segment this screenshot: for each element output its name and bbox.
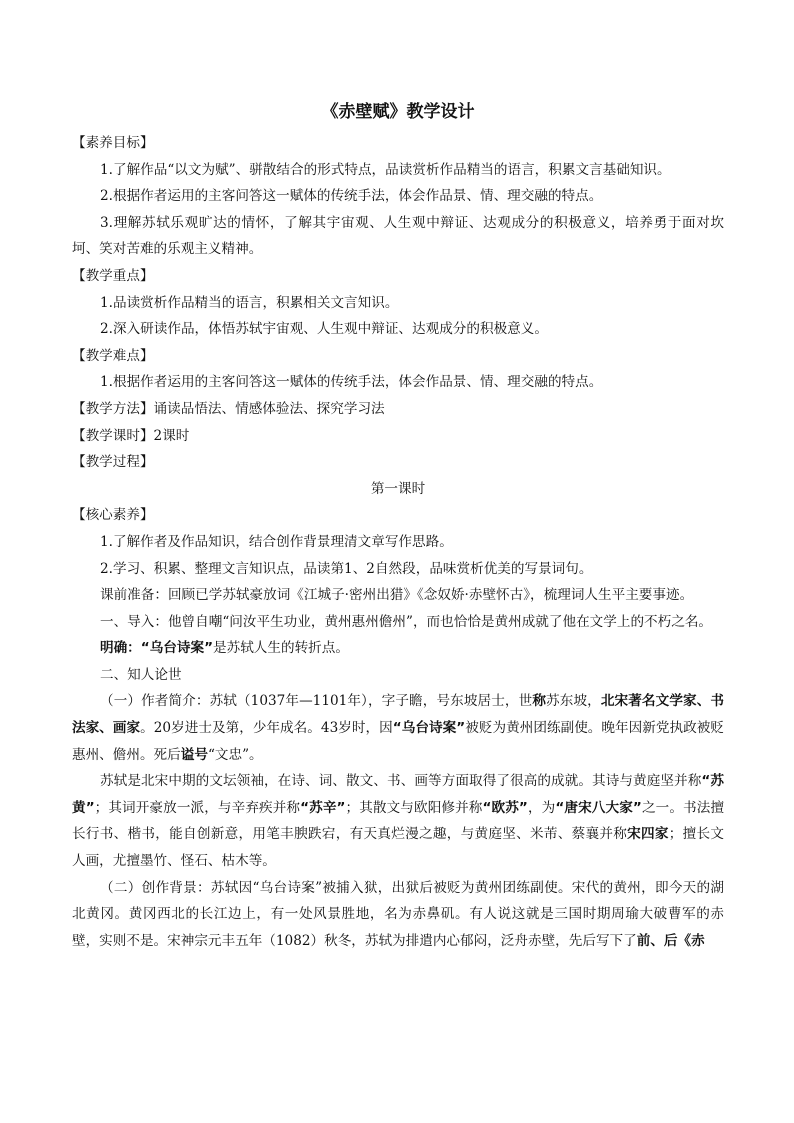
text-run: 之一。书法擅长行书、楷书，能自创新意，用笔丰腴跌宕，有天真烂漫之趣，与黄庭坚、米芾、蔡襄并称 bbox=[72, 799, 725, 843]
bold-text: “乌台诗案” bbox=[392, 720, 466, 737]
document-title: 《赤壁赋》教学设计 bbox=[321, 102, 475, 122]
section-fangfa: 【教学方法】诵读品悟法、情感体验法、探究学习法 bbox=[72, 400, 385, 417]
text-run: （二）创作背景：苏轼因“乌台诗案”被捕入狱，出狱后被贬为黄州团练副使。宋代的黄州，即今天的湖北黄冈。黄冈西北的长江边上，有一处风景胜地，名为赤鼻矶。有人说这就是三国时期周瑜大破曹军的赤壁，实则不是。宋神宗元丰五年（1082）秋冬，苏轼为排遣内心郁闷，泛舟赤壁，先后写下了 bbox=[72, 879, 724, 949]
paragraph: 2.学习、积累、整理文言知识点，品读第1、2自然段，品味赏析优美的写景词句。 bbox=[100, 560, 593, 577]
text-run: “文忠”。 bbox=[207, 746, 263, 763]
bold-text: “欧苏” bbox=[482, 799, 528, 816]
paragraph-beijing bbox=[72, 875, 724, 955]
text-run: ；擅长文人画，尤擅墨竹、怪石、枯木等。 bbox=[72, 826, 725, 870]
text-run: 苏东坡， bbox=[546, 693, 601, 710]
section-heading-hexin: 【核心素养】 bbox=[72, 507, 154, 524]
paragraph: 1.根据作者运用的主客问答这一赋体的传统手法，体会作品景、情、理交融的特点。 bbox=[100, 374, 603, 391]
bold-text: 明确： bbox=[100, 640, 141, 657]
bold-text: 宋四家 bbox=[627, 826, 669, 843]
text-run: ，为 bbox=[527, 799, 556, 816]
paragraph: 一、导入：他曾自嘲“问汝平生功业，黄州惠州儋州”，而也恰恰是黄州成就了他在文学上的不朽之名。 bbox=[100, 613, 713, 630]
section-keshi: 【教学课时】2课时 bbox=[72, 427, 190, 444]
document-page bbox=[72, 98, 724, 954]
text-run: ；其词开豪放一派，与辛弃疾并称 bbox=[94, 799, 301, 816]
bold-text: “乌台诗案” bbox=[140, 640, 214, 657]
bold-text: 称 bbox=[532, 693, 547, 710]
bold-text: 谥号 bbox=[180, 746, 208, 763]
paragraph: 1.品读赏析作品精当的语言，积累相关文言知识。 bbox=[100, 294, 399, 311]
text-run: 。20岁进士及第，少年成名。43岁时，因 bbox=[140, 720, 393, 737]
paragraph: 2.深入研读作品，体悟苏轼宇宙观、人生观中辩证、达观成分的积极意义。 bbox=[100, 321, 548, 338]
section-heading-zhongdian: 【教学重点】 bbox=[72, 267, 154, 284]
bold-text: 前、后《赤 bbox=[636, 932, 705, 949]
text-run: 是苏轼人生的转折点。 bbox=[213, 640, 349, 657]
bold-text: “苏黄” bbox=[72, 773, 724, 816]
paragraph-mingque bbox=[72, 635, 724, 662]
bold-text: “苏辛” bbox=[300, 799, 346, 816]
text-run: ；其散文与欧阳修并称 bbox=[345, 799, 483, 816]
paragraph: 3.理解苏轼乐观旷达的情怀，了解其宇宙观、人生观中辩证、达观成分的积极意义，培养勇于面对坎坷、笑对苦难的乐观主义精神。 bbox=[72, 214, 724, 258]
paragraph: 1.了解作品“以文为赋”、骈散结合的形式特点，品读赏析作品精当的语言，积累文言基础知识。 bbox=[100, 161, 671, 178]
bold-text: 北宋著名文学家、书法家、画家 bbox=[72, 693, 725, 737]
paragraph: 2.根据作者运用的主客问答这一赋体的传统手法，体会作品景、情、理交融的特点。 bbox=[100, 188, 603, 205]
paragraph: 1.了解作者及作品知识，结合创作背景理清文章写作思路。 bbox=[100, 533, 453, 550]
paragraph-wentan bbox=[72, 768, 724, 874]
section-heading-zhiren: 二、知人论世 bbox=[100, 666, 182, 683]
lesson-heading: 第一课时 bbox=[370, 480, 426, 497]
text-run: （一）作者简介：苏轼（1037年—1101年），字子瞻，号东坡居士，世 bbox=[100, 693, 533, 710]
text-run: 苏轼是北宋中期的文坛领袖，在诗、词、散文、书、画等方面取得了很高的成就。其诗与黄庭坚并称 bbox=[100, 773, 702, 790]
text-run: 被贬为黄州团练副使。晚年因新党执政被贬惠州、儋州。死后 bbox=[72, 720, 725, 763]
section-heading-suyang: 【素养目标】 bbox=[72, 135, 154, 151]
bold-text: “唐宋八大家” bbox=[555, 799, 642, 816]
paragraph-jianjie bbox=[72, 688, 724, 768]
section-heading-guocheng: 【教学过程】 bbox=[72, 454, 154, 471]
paragraph: 课前准备：回顾已学苏轼豪放词《江城子·密州出猎》《念奴娇·赤壁怀古》，梳理词人生平主要事迹。 bbox=[100, 587, 694, 604]
section-heading-nandian: 【教学难点】 bbox=[72, 347, 154, 364]
